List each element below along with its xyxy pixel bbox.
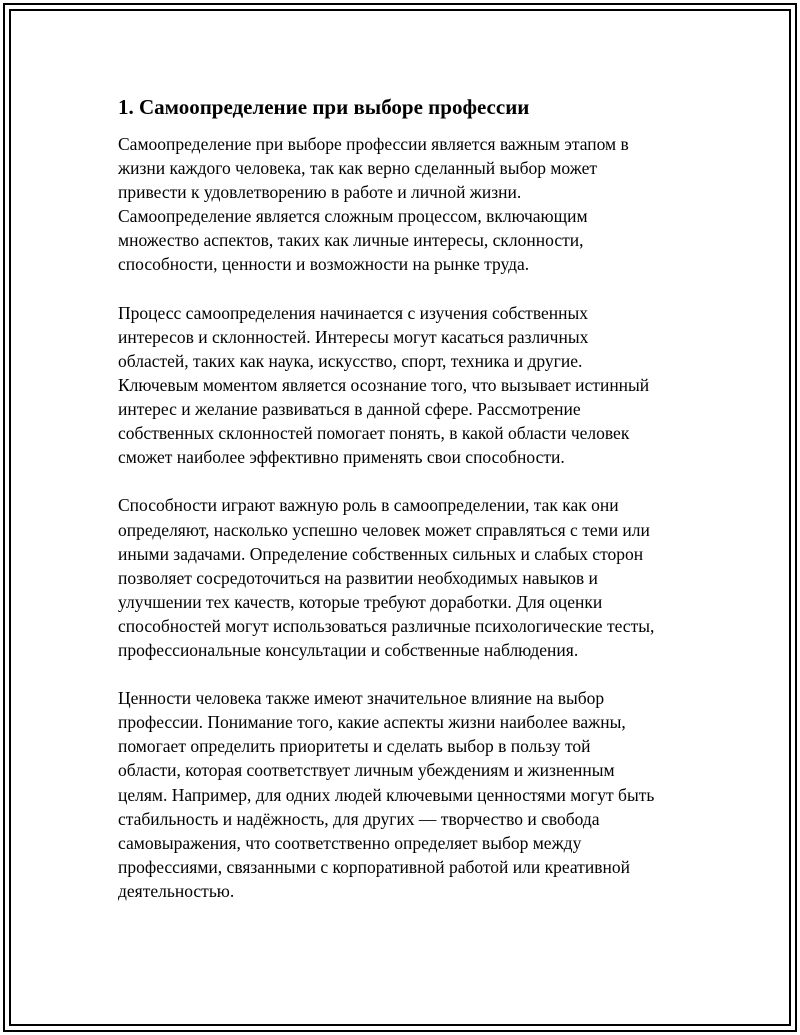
paragraph-interests: Процесс самоопределения начинается с изучения собственных интересов и склонностей. Интересы могут касаться различных областей, таких как наука, искусство, спорт, техника и другие. Ключевым моментом является осознание того, что вызывает истинный интерес и желание развиваться в данной сфере. Рассмотрение собственных склонностей помогает понять, в какой области человек сможет наиболее эффективно применять свои способности.	[118, 302, 650, 468]
document-content	[118, 94, 698, 927]
paragraph-abilities: Способности играют важную роль в самоопределении, так как они определяют, насколько успешно человек может справляться с теми или иными задачами. Определение собственных сильных и слабых сторон позволяет сосредоточиться на развитии необходимых навыков и улучшении тех качеств, которые требуют доработки. Для оценки способностей могут использоваться различные психологические тесты, профессиональные консультации и собственные наблюдения.	[118, 495, 655, 660]
paragraph-intro: Самоопределение при выборе профессии является важным этапом в жизни каждого человека, так как верно сделанный выбор может привести к удовлетворению в работе и личной жизни. Самоопределение является сложным процессом, включающим множество аспектов, таких как личные интересы, склонности, способности, ценности и возможности на рынке труда.	[118, 134, 629, 275]
section-heading: 1. Самоопределение при выборе профессии	[118, 95, 530, 119]
paragraph-values: Ценности человека также имеют значительное влияние на выбор профессии. Понимание того, какие аспекты жизни наиболее важны, помогает определить приоритеты и сделать выбор в пользу той области, которая соответствует личным убеждениям и жизненным целям. Например, для одних людей ключевыми ценностями могут быть стабильность и надёжность, для других — творчество и свобода самовыражения, что соответственно определяет выбор между профессиями, связанными с корпоративной работой или креативной деятельностью.	[118, 688, 655, 901]
